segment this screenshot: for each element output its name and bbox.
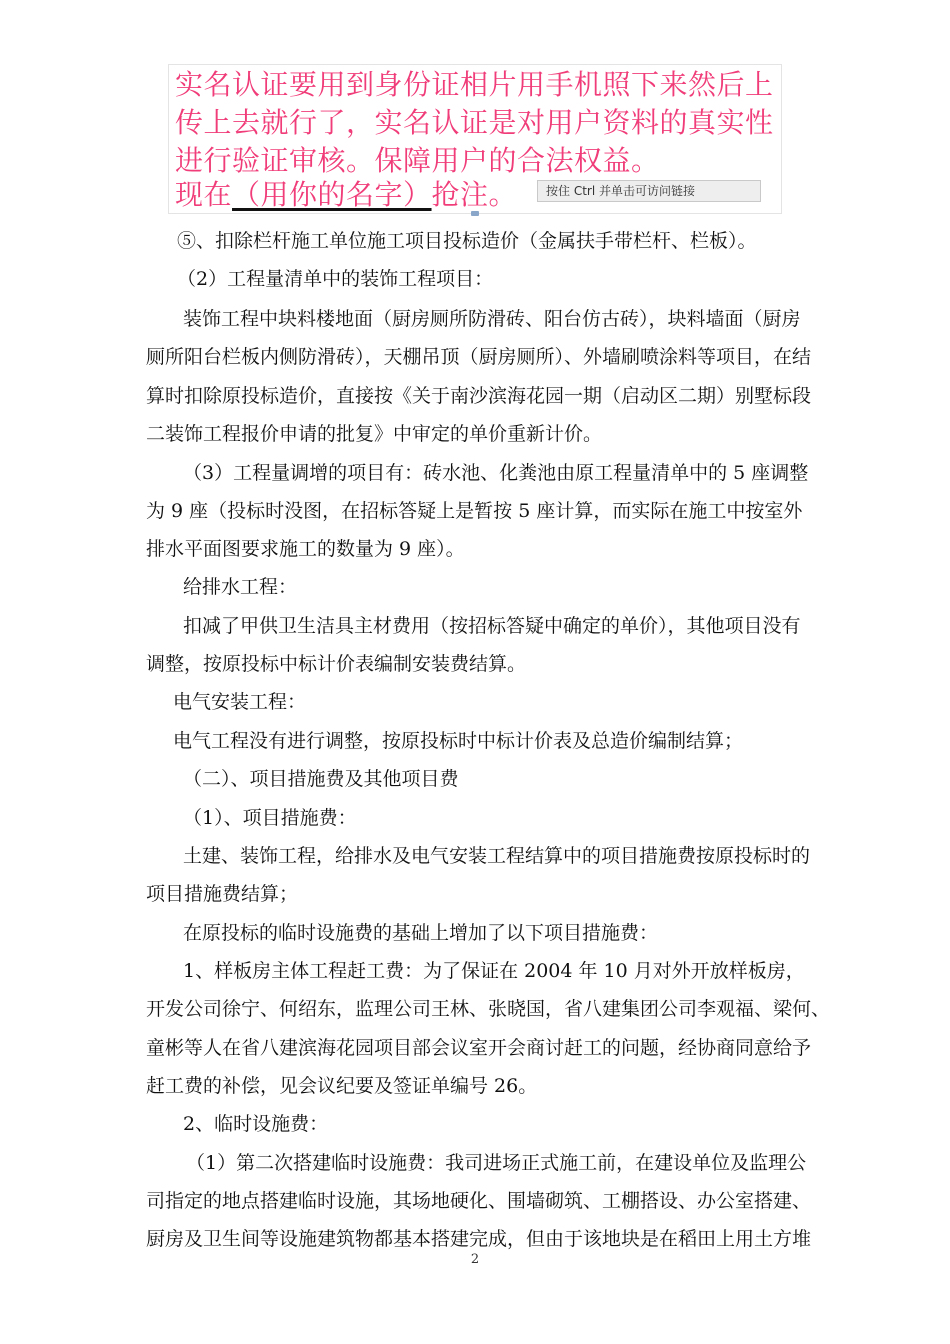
banner-line-1: 实名认证要用到身份证相片用手机照下来然后上 bbox=[175, 68, 774, 101]
doc-line: 司指定的地点搭建临时设施，其场地硬化、围墙砌筑、工棚搭设、办公室搭建、 bbox=[146, 1190, 812, 1212]
ad-banner bbox=[168, 64, 782, 214]
doc-line: 2、临时设施费： bbox=[183, 1113, 329, 1135]
page-number: 2 bbox=[470, 1252, 480, 1267]
doc-line: 赶工费的补偿，见会议纪要及签证单编号 26。 bbox=[146, 1075, 538, 1097]
doc-line: 算时扣除原投标造价，直接按《关于南沙滨海花园一期（启动区二期）别墅标段 bbox=[146, 385, 812, 407]
banner-line-2: 传上去就行了，实名认证是对用户资料的真实性 bbox=[175, 106, 774, 139]
doc-line: 电气安装工程： bbox=[173, 691, 307, 713]
doc-line: 厕所阳台栏板内侧防滑砖），天棚吊顶（厨房厕所）、外墙刷喷涂料等项目，在结 bbox=[146, 346, 812, 368]
banner-line-4 bbox=[175, 177, 517, 213]
doc-line: 为 9 座（投标时没图，在招标答疑上是暂按 5 座计算，而实际在施工中按室外 bbox=[146, 500, 803, 522]
doc-line: 扣减了甲供卫生洁具主材费用（按招标答疑中确定的单价），其他项目没有 bbox=[183, 615, 801, 637]
doc-line: （3）工程量调增的项目有：砖水池、化粪池由原工程量清单中的 5 座调整 bbox=[183, 462, 809, 484]
doc-line: 给排水工程： bbox=[183, 576, 298, 598]
banner-line-3: 进行验证审核。保障用户的合法权益。 bbox=[175, 144, 660, 177]
banner-prefix: 现在 bbox=[175, 178, 233, 211]
doc-line: 项目措施费结算； bbox=[146, 883, 299, 905]
doc-line: 1、样板房主体工程赶工费：为了保证在 2004 年 10 月对外开放样板房， bbox=[183, 960, 805, 982]
banner-suffix: 抢注。 bbox=[431, 178, 518, 211]
doc-line: 调整，按原投标中标计价表编制安装费结算。 bbox=[146, 653, 527, 675]
doc-line: 土建、装饰工程，给排水及电气安装工程结算中的项目措施费按原投标时的 bbox=[183, 845, 811, 867]
doc-line: 排水平面图要求施工的数量为 9 座）。 bbox=[146, 538, 465, 560]
doc-line: （二）、项目措施费及其他项目费 bbox=[183, 768, 459, 790]
doc-line: （1）第二次搭建临时设施费：我司进场正式施工前，在建设单位及监理公 bbox=[186, 1152, 807, 1174]
doc-line: 开发公司徐宁、何绍东，监理公司王林、张晓国，省八建集团公司李观福、梁何、 bbox=[146, 998, 831, 1020]
doc-line: 童彬等人在省八建滨海花园项目部会议室开会商讨赶工的问题，经协商同意给予 bbox=[146, 1037, 812, 1059]
doc-line: 电气工程没有进行调整，按原投标时中标计价表及总造价编制结算； bbox=[173, 730, 744, 752]
doc-line: 二装饰工程报价申请的批复》中审定的单价重新计价。 bbox=[146, 423, 603, 445]
doc-line: （2）工程量清单中的装饰工程项目： bbox=[177, 268, 494, 290]
doc-line: 在原投标的临时设施费的基础上增加了以下项目措施费： bbox=[183, 922, 659, 944]
register-name-link[interactable]: （用你的名字） bbox=[232, 178, 432, 211]
doc-line: 厨房及卫生间等设施建筑物都基本搭建完成，但由于该地块是在稻田上用土方堆 bbox=[146, 1228, 812, 1250]
doc-line: ⑤、扣除栏杆施工单位施工项目投标造价（金属扶手带栏杆、栏板）。 bbox=[177, 230, 757, 252]
scroll-marker-icon bbox=[471, 211, 479, 216]
doc-line: （1）、项目措施费： bbox=[183, 807, 357, 829]
ctrl-click-tooltip: 按住 Ctrl 并单击可访问链接 bbox=[537, 180, 761, 202]
doc-line: 装饰工程中块料楼地面（厨房厕所防滑砖、阳台仿古砖），块料墙面（厨房 bbox=[183, 308, 801, 330]
